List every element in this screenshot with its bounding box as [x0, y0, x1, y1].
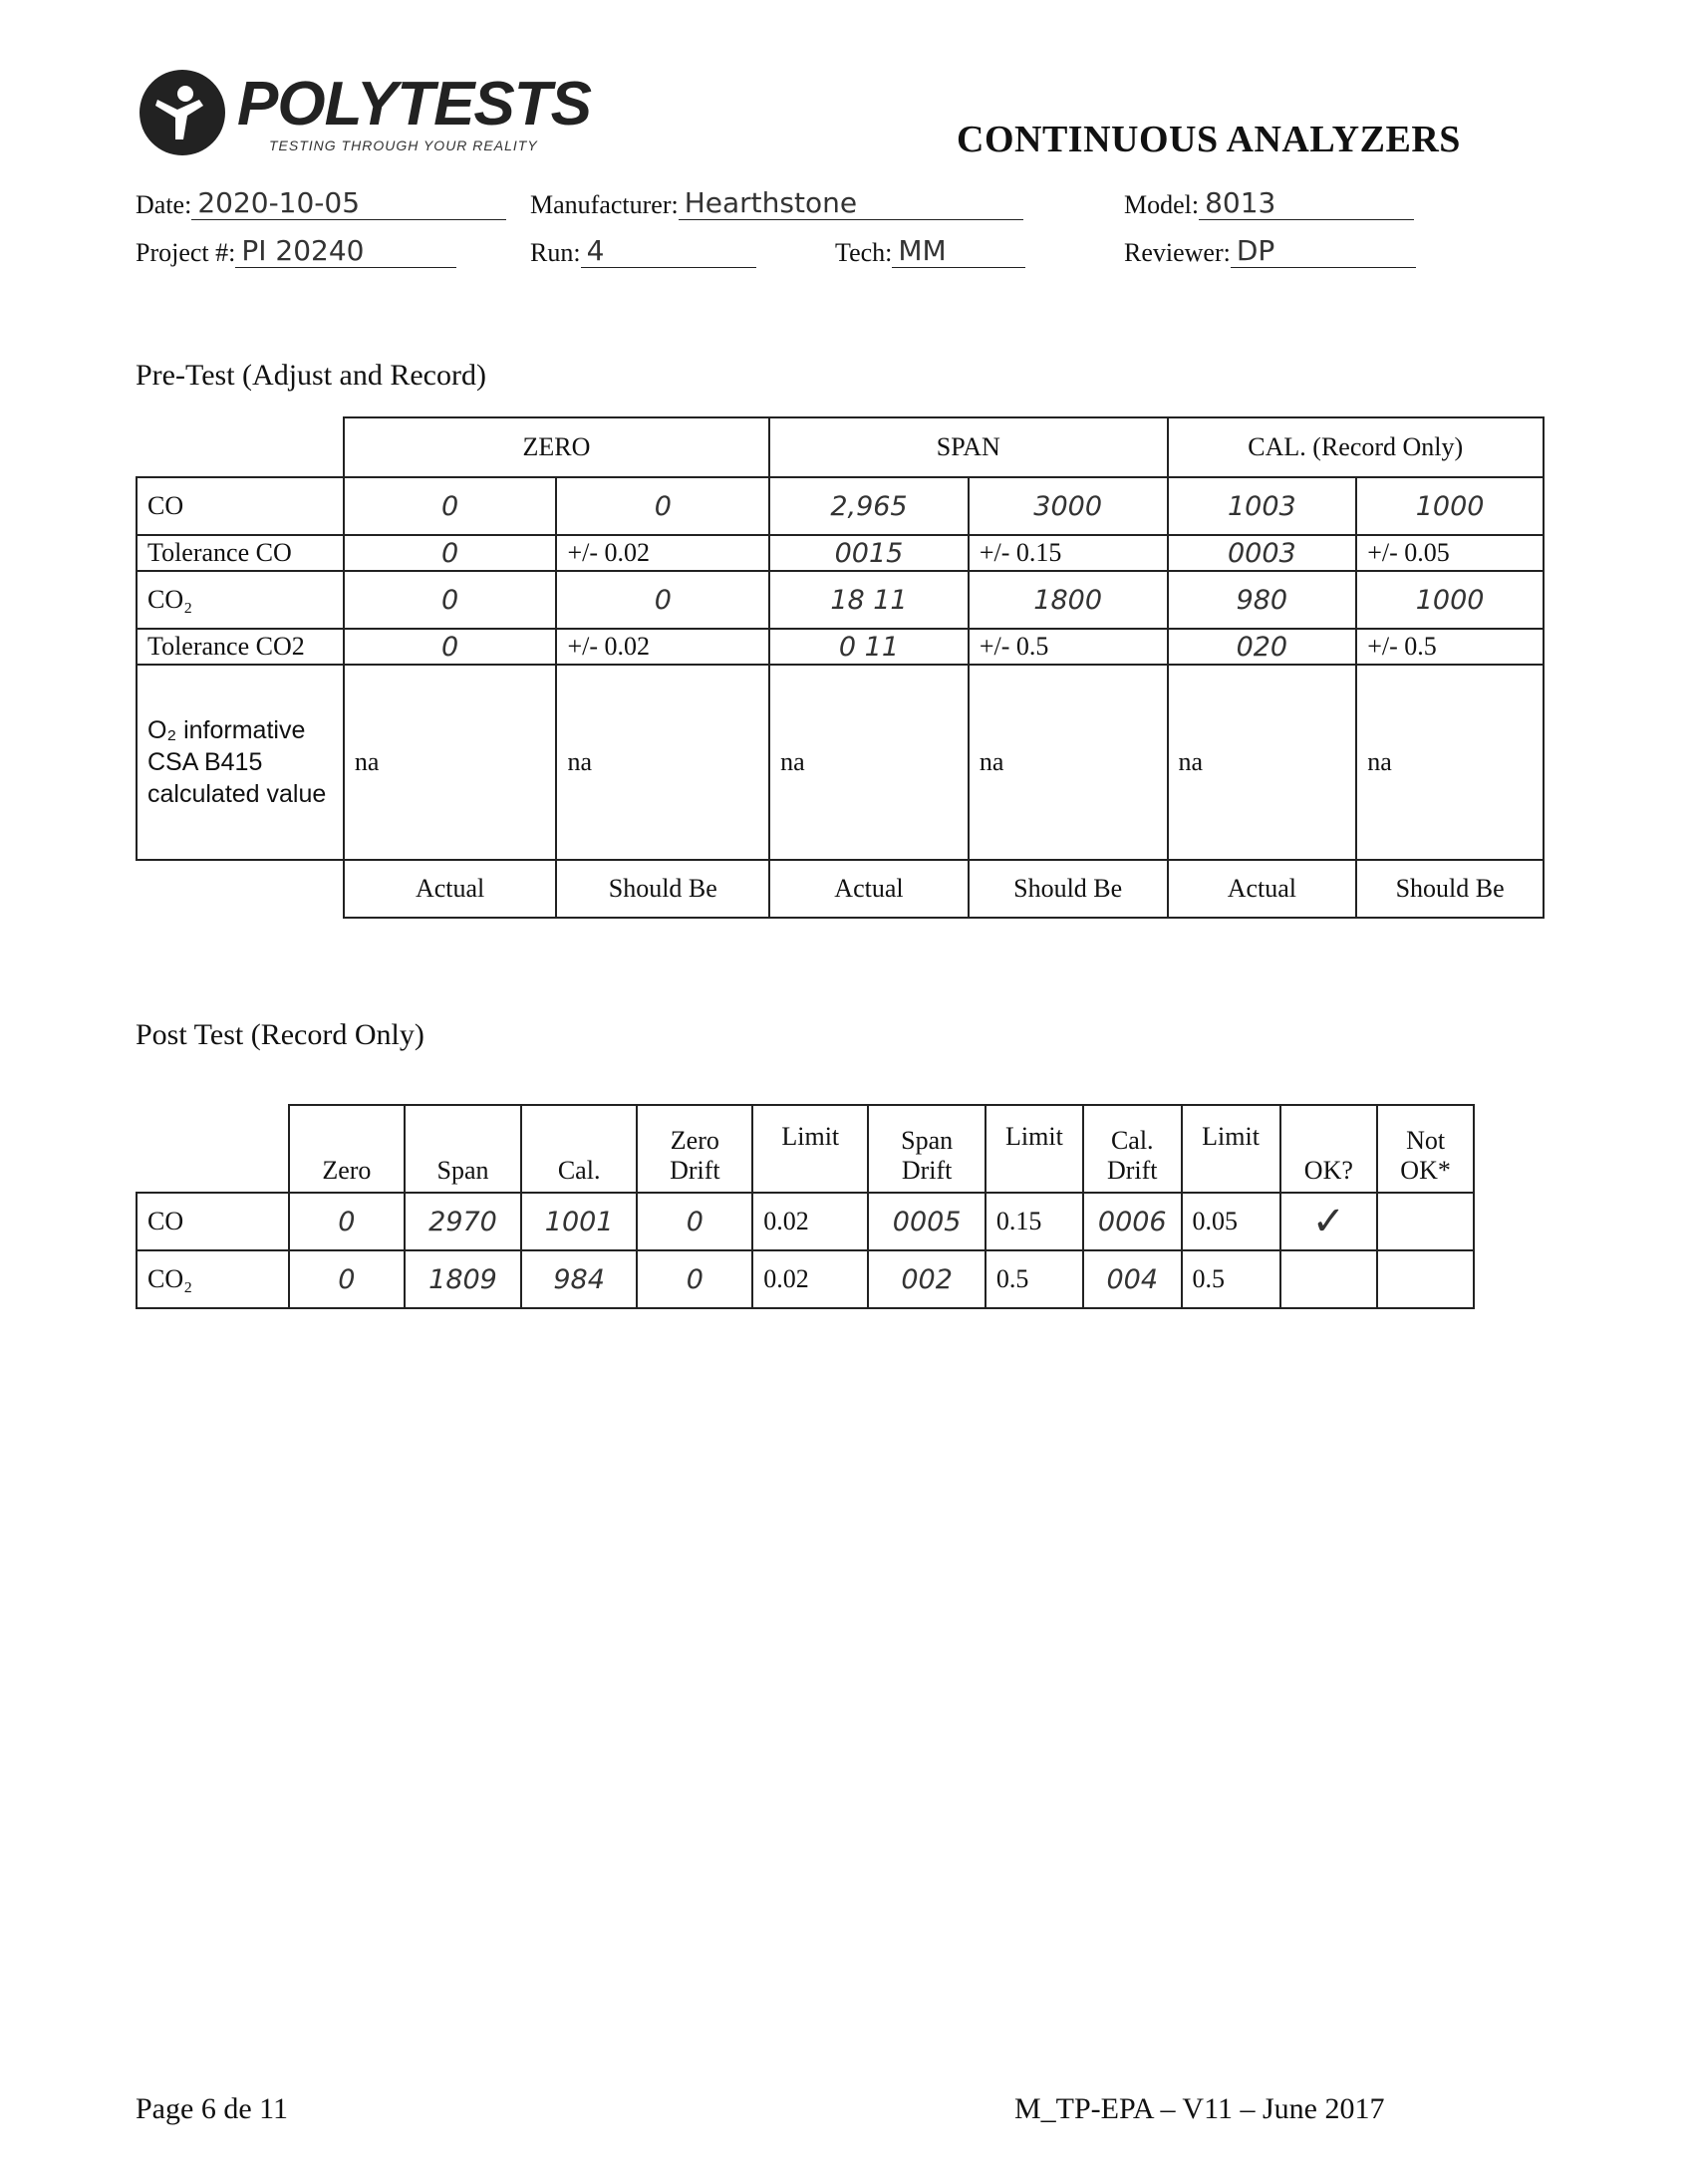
posttest-table	[136, 1104, 1475, 1309]
row-label: CO₂	[137, 1250, 289, 1308]
pretest-title: Pre-Test (Adjust and Record)	[136, 359, 486, 392]
model-field: Model: 8013	[1124, 187, 1414, 220]
posttest-title: Post Test (Record Only)	[136, 1018, 424, 1051]
polytests-logo	[140, 70, 592, 159]
pretest-table	[136, 416, 1545, 919]
table-row: CO 0 2970 1001 0 0.02 0005 0.15 0006 0.05 ✓	[137, 1193, 1474, 1250]
run-value: 4	[581, 235, 756, 268]
reviewer-value: DP	[1231, 235, 1416, 268]
group-zero: ZERO	[344, 417, 769, 477]
logo-tagline: TESTING THROUGH YOUR REALITY	[269, 137, 538, 153]
group-cal: CAL. (Record Only)	[1168, 417, 1545, 477]
logo-figure-icon	[140, 70, 225, 155]
table-row: Tolerance CO 0 +/- 0.02 0015 +/- 0.15 0003 +/- 0.05	[137, 535, 1544, 571]
run-field: Run: 4	[530, 235, 756, 268]
tech-value: MM	[892, 235, 1025, 268]
pretest-footer-row: Actual Should Be Actual Should Be Actual Should Be	[137, 860, 1544, 918]
posttest-header-row: Zero Span Cal. Zero Drift Limit Span Drift Limit Cal. Drift Limit OK? Not OK*	[137, 1105, 1474, 1193]
logo-name: POLYTESTS	[237, 70, 592, 138]
project-value: PI 20240	[235, 235, 456, 268]
row-label: Tolerance CO	[137, 535, 344, 571]
project-field: Project #: PI 20240	[136, 235, 456, 268]
page-number: Page 6 de 11	[136, 2092, 289, 2125]
row-label: CO	[137, 477, 344, 535]
group-span: SPAN	[769, 417, 1167, 477]
table-row: CO₂ 0 1809 984 0 0.02 002 0.5 004 0.5	[137, 1250, 1474, 1308]
table-row: CO 0 0 2,965 3000 1003 1000	[137, 477, 1544, 535]
table-row: CO₂ 0 0 18 11 1800 980 1000	[137, 571, 1544, 629]
manufacturer-value: Hearthstone	[679, 187, 1023, 220]
row-label: Tolerance CO2	[137, 629, 344, 665]
table-row: Tolerance CO2 0 +/- 0.02 0 11 +/- 0.5 020 +/- 0.5	[137, 629, 1544, 665]
date-value: 2020-10-05	[191, 187, 506, 220]
document-id: M_TP-EPA – V11 – June 2017	[1014, 2092, 1385, 2125]
row-label: CO	[137, 1193, 289, 1250]
manufacturer-field: Manufacturer: Hearthstone	[530, 187, 1023, 220]
ok-checkmark: ✓	[1280, 1193, 1378, 1250]
row-label: O₂ informative CSA B415 calculated value	[137, 665, 344, 860]
document-title: CONTINUOUS ANALYZERS	[957, 119, 1461, 160]
date-field: Date: 2020-10-05	[136, 187, 506, 220]
pretest-group-header	[137, 417, 1544, 477]
tech-field: Tech: MM	[835, 235, 1025, 268]
reviewer-field: Reviewer: DP	[1124, 235, 1416, 268]
row-label: CO₂	[137, 571, 344, 629]
table-row: O₂ informative CSA B415 calculated value na na na na na na	[137, 665, 1544, 860]
model-value: 8013	[1199, 187, 1414, 220]
